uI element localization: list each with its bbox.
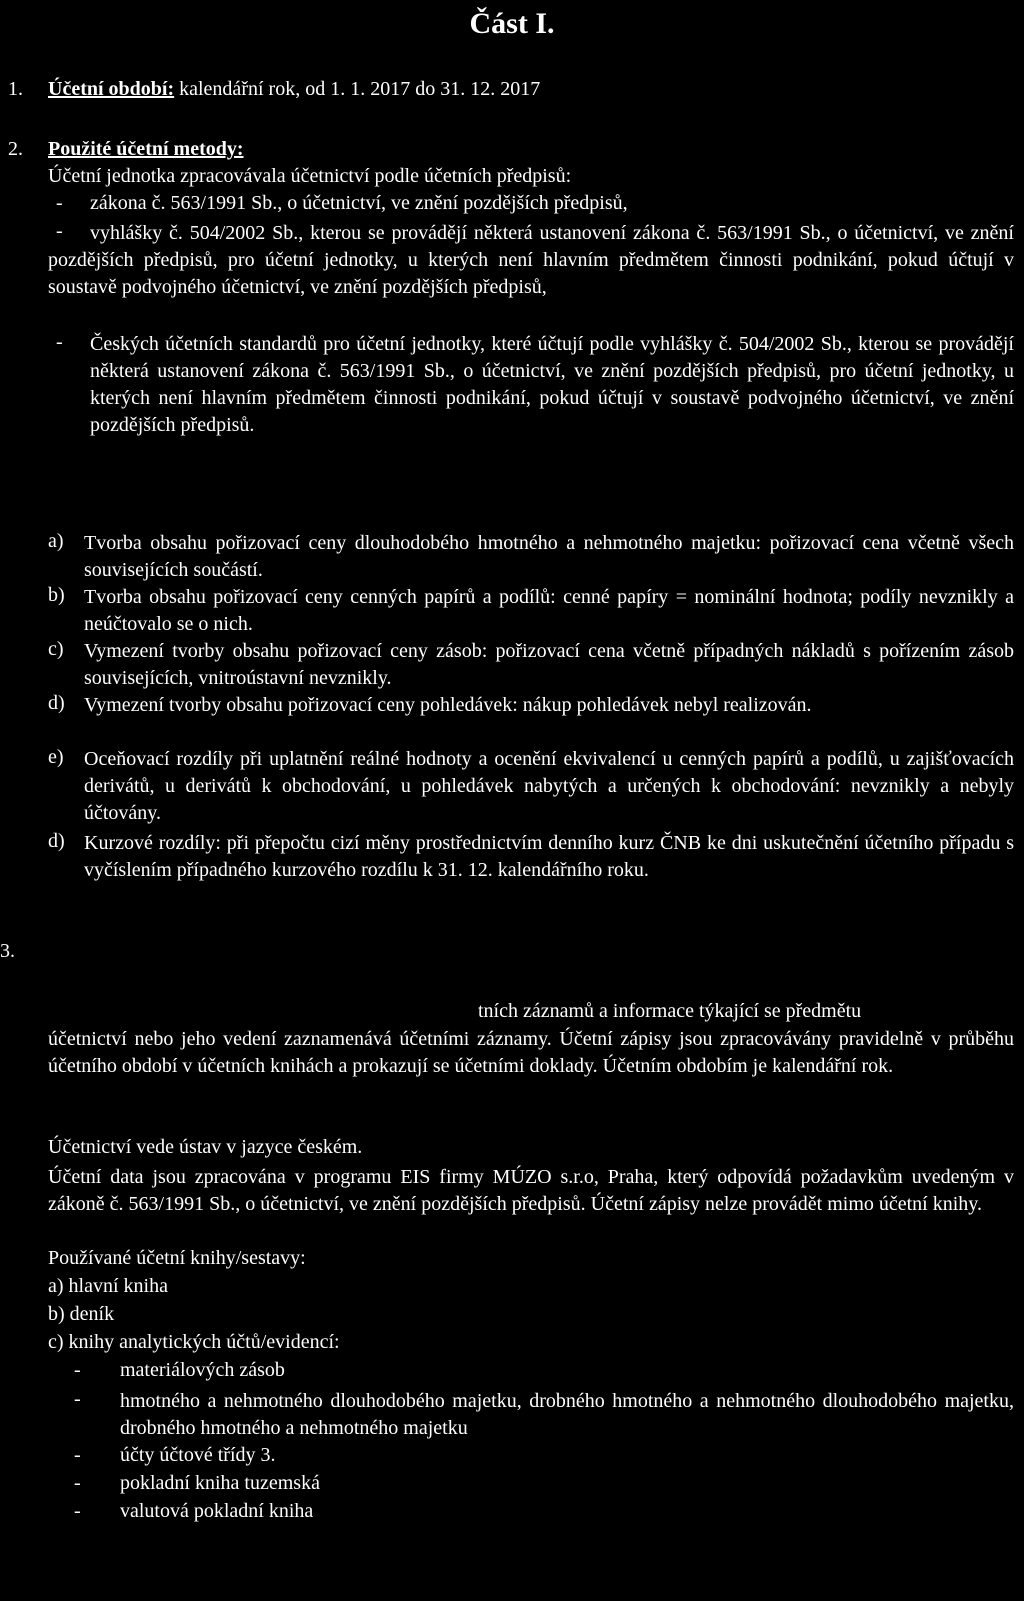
item-letter: d) — [48, 692, 65, 714]
item-text: Vymezení tvorby obsahu pořizovací ceny pohledávek: nákup pohledávek nebyl realizován. — [84, 694, 812, 716]
section-paragraph: Účetní data jsou zpracována v programu EIS firmy MÚZO s.r.o, Praha, který odpovídá požadavkům uvedeným v zákoně č. 563/1991 Sb., o účetnictví, ve znění pozdějších předpisů. Účetní zápisy nelze provádět mimo účetní knihy. — [48, 1166, 1014, 1215]
bullet-text: hmotného a nehmotného dlouhodobého majetku, drobného hmotného a nehmotného dlouhodobého majetku, drobného hmotného a nehmotného majetku — [120, 1390, 1014, 1439]
bullet-text: materiálových zásob — [120, 1359, 285, 1381]
item-text: Tvorba obsahu pořizovací ceny dlouhodobého hmotného a nehmotného majetku: pořizovací cena včetně všech souvisejících součástí. — [84, 532, 1014, 581]
bullet-text: zákona č. 563/1991 Sb., o účetnictví, ve znění pozdějších předpisů, — [90, 192, 628, 214]
section-number: 3. — [0, 940, 15, 962]
list-item — [48, 192, 1014, 216]
section-paragraph: účetnictví nebo jeho vedení zaznamenává účetními záznamy. Účetní zápisy jsou zpracovávány pravidelně v průběhu účetního období v účetních knihách a prokazují se účetními doklady. Účetním obdobím je kalendářní rok. — [48, 1028, 1014, 1077]
bullet-text: pokladní kniha tuzemská — [120, 1472, 320, 1494]
page-title: Část I. — [469, 7, 555, 40]
item-letter: e) — [48, 746, 64, 768]
section-heading: Použité účetní metody: — [48, 138, 244, 160]
section-fragment: tních záznamů a informace týkající se předmětu — [478, 1000, 862, 1022]
section-number: 2. — [8, 138, 23, 160]
section-intro: Účetní jednotka zpracovávala účetnictví podle účetních předpisů: — [48, 165, 572, 187]
list-item — [48, 331, 1014, 471]
list-item — [48, 220, 1014, 326]
section-number: 1. — [8, 78, 23, 100]
bullet-text: vyhlášky č. 504/2002 Sb., kterou se provádějí některá ustanovení zákona č. 563/1991 Sb., o účetnictví, ve znění pozdějších předpisů, pro účetní jednotky, u kterých není hlavním předmětem činnosti podnikání, pokud účtují v soustavě podvojného účetnictví, ve znění pozdějších předpisů, — [48, 222, 1014, 298]
bullet-dash: - — [74, 1472, 81, 1494]
bullet-text: Českých účetních standardů pro účetní jednotky, které účtují podle vyhlášky č. 504/2002 Sb., kterou se provádějí některá ustanovení zákona č. 563/1991 Sb., o účetnictví, ve znění pozdějších předpisů, pro účetní jednotky, u kterých není hlavním předmětem činnosti podnikání, pokud účtují v soustavě podvojného účetnictví, ve znění pozdějších předpisů. — [90, 333, 1014, 436]
section-text: kalendářní rok, od 1. 1. 2017 do 31. 12. 2017 — [174, 78, 541, 100]
list-item: a) hlavní kniha — [48, 1275, 168, 1297]
item-text: Tvorba obsahu pořizovací ceny cenných papírů a podílů: cenné papíry = nominální hodnota; podíly nevznikly a neúčtovalo se o nich. — [84, 586, 1014, 635]
bullet-dash: - — [74, 1359, 81, 1381]
bullet-text: valutová pokladní kniha — [120, 1500, 314, 1522]
item-text: Oceňovací rozdíly při uplatnění reálné hodnoty a ocenění ekvivalencí u cenných papírů a podílů, u zajišťovacích derivátů, u derivátů k obchodování, u pohledávek nabytých a určených k obchodování: nevznikly a nebyly účtovány. — [84, 748, 1014, 824]
bullet-dash: - — [56, 220, 63, 242]
section-heading: Účetní období: — [48, 78, 175, 100]
bullet-dash: - — [56, 192, 63, 214]
bullet-text: účty účtové třídy 3. — [120, 1444, 276, 1466]
item-letter: c) — [48, 638, 64, 660]
item-text: Kurzové rozdíly: při přepočtu cizí měny prostřednictvím denního kurz ČNB ke dni uskutečnění účetního případu s vyčíslením případného kurzového rozdílu k 31. 12. kalendářního roku. — [84, 832, 1014, 881]
item-letter: d) — [48, 830, 65, 852]
bullet-dash: - — [74, 1388, 81, 1410]
item-letter: b) — [48, 584, 65, 606]
bullet-dash: - — [56, 331, 63, 353]
item-text: Vymezení tvorby obsahu pořizovací ceny zásob: pořizovací cena včetně případných nákladů s pořízením zásob souvisejících, vnitroústavní nevznikly. — [84, 640, 1014, 689]
bullet-dash: - — [74, 1500, 81, 1522]
section-1-line — [48, 78, 1014, 101]
list-item: b) deník — [48, 1303, 115, 1325]
bullet-dash: - — [74, 1444, 81, 1466]
books-heading: Používané účetní knihy/sestavy: — [48, 1247, 306, 1269]
section-paragraph: Účetnictví vede ústav v jazyce českém. — [48, 1136, 363, 1158]
list-item: c) knihy analytických účtů/evidencí: — [48, 1331, 340, 1353]
item-letter: a) — [48, 530, 64, 552]
